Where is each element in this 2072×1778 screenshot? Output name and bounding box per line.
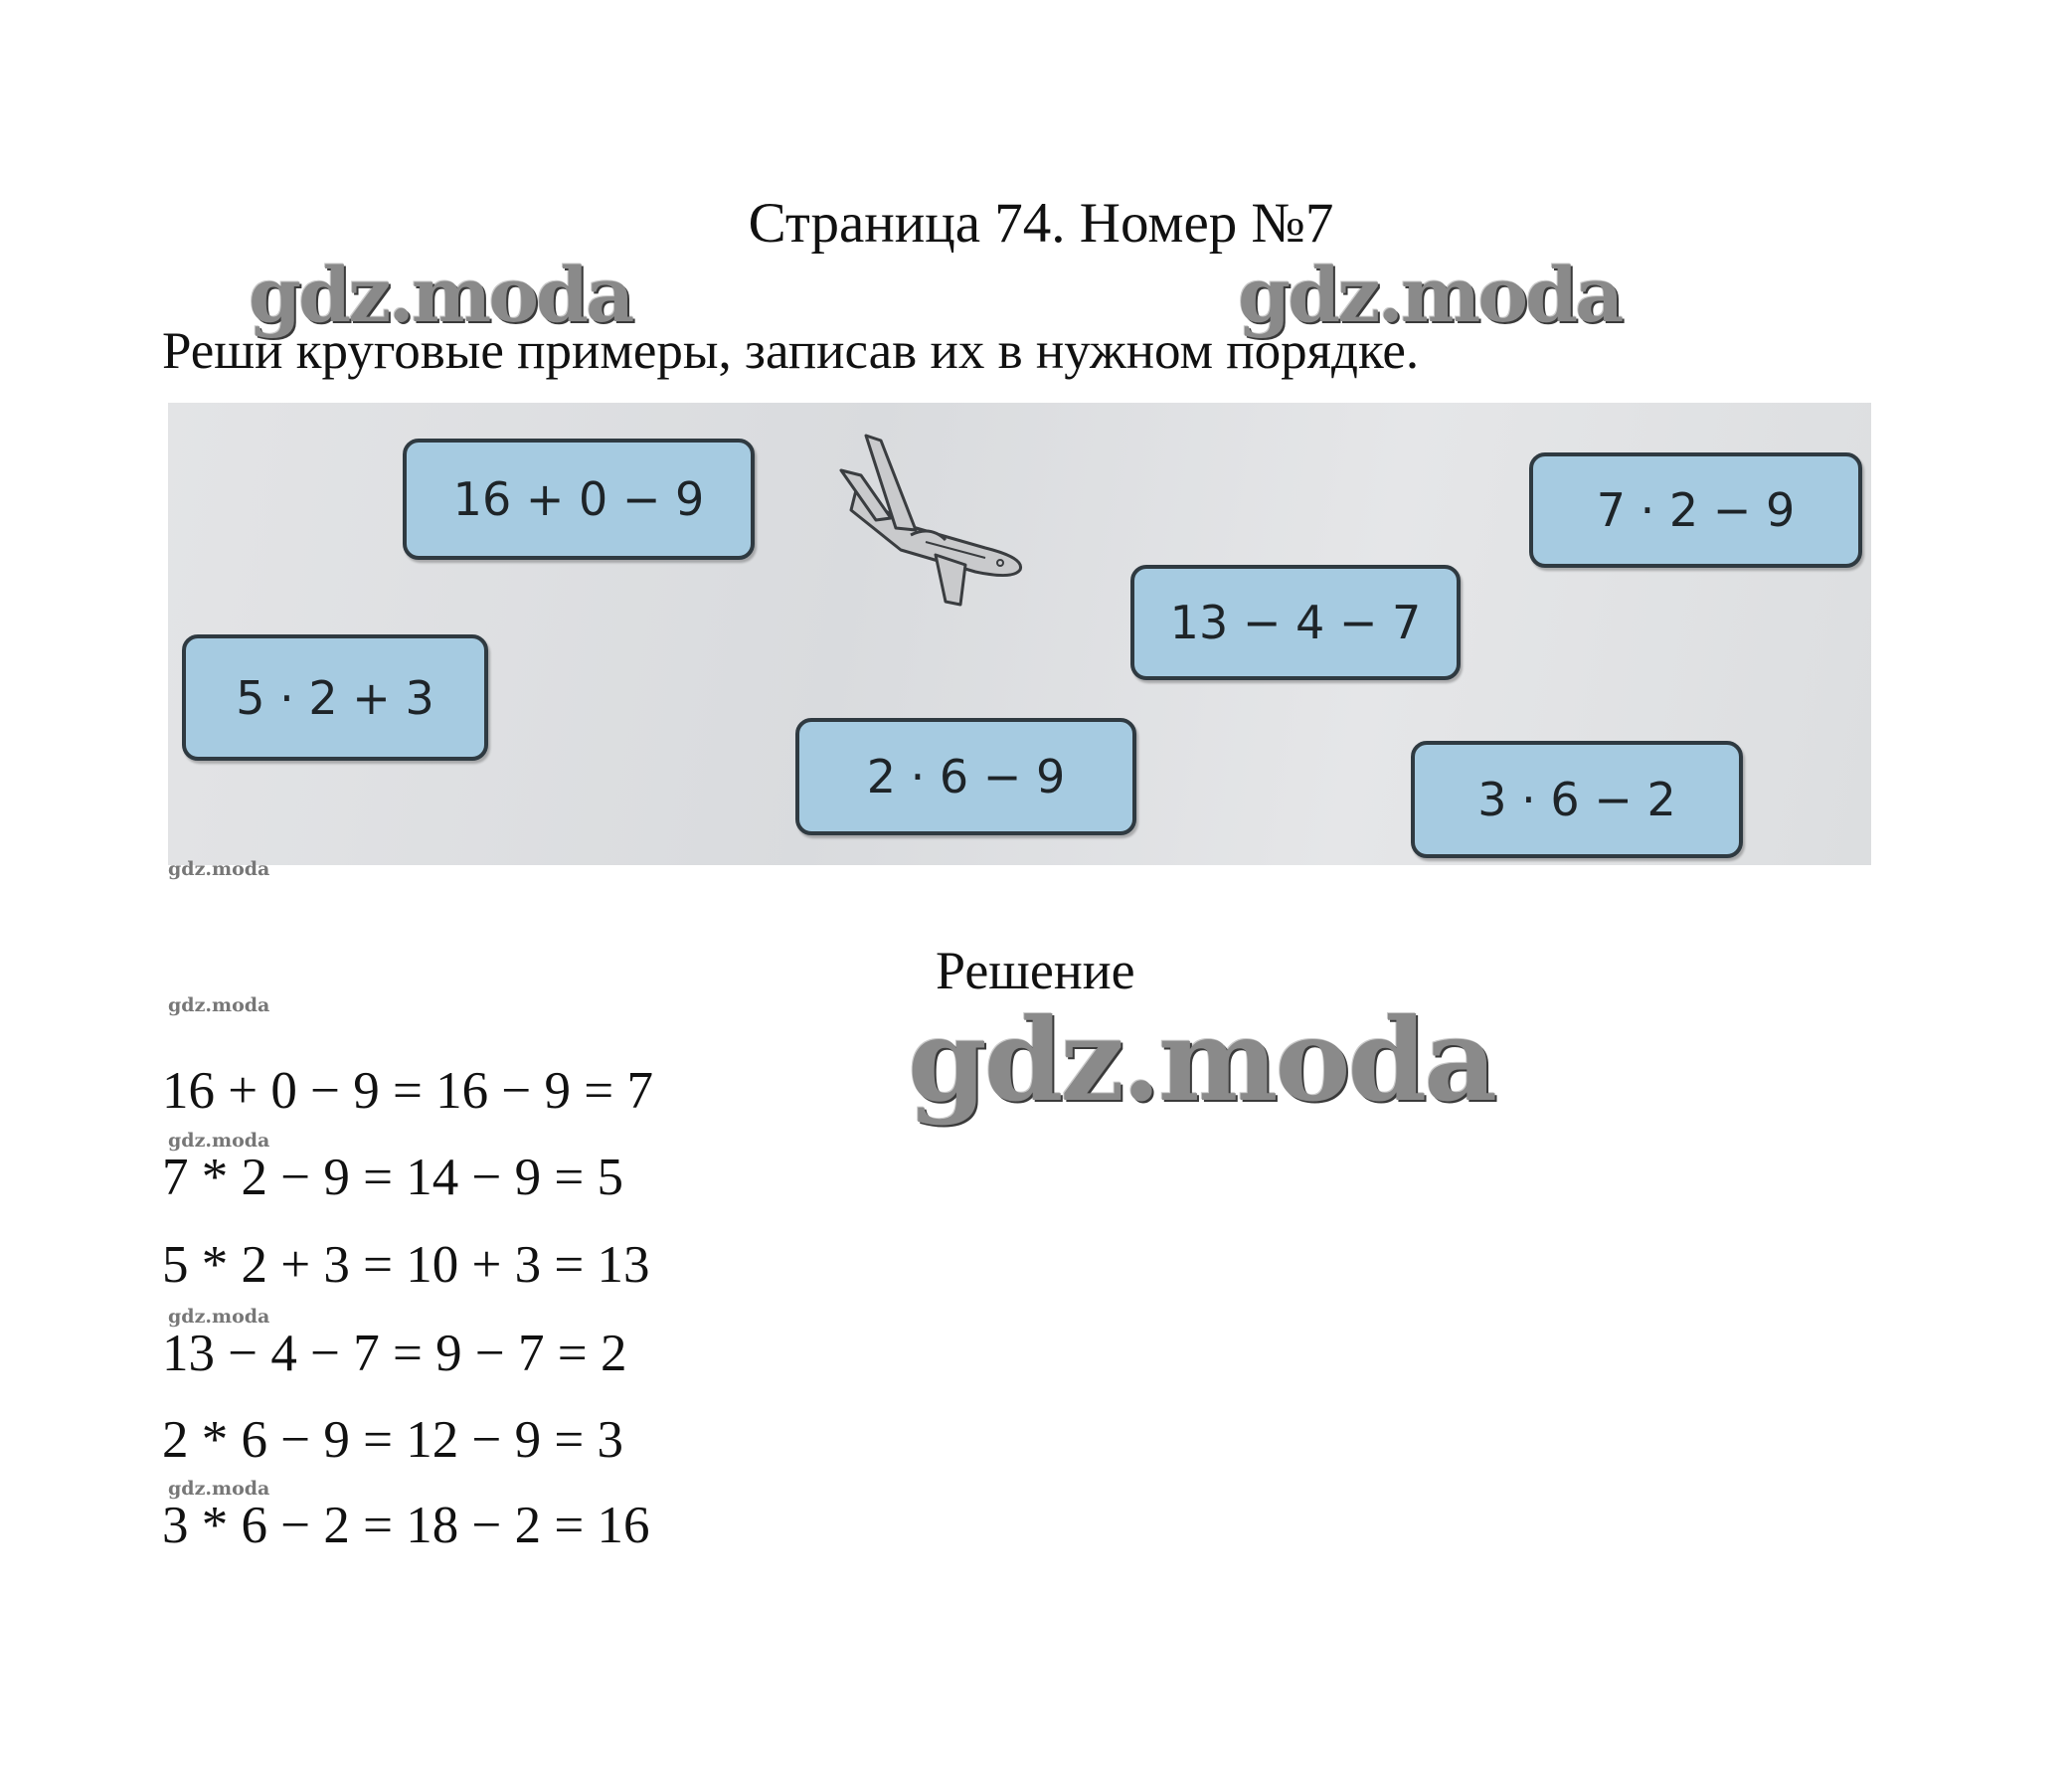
- solution-line: 13 − 4 − 7 = 9 − 7 = 2: [162, 1325, 627, 1382]
- solution-line: 7 * 2 − 9 = 14 − 9 = 5: [162, 1149, 624, 1206]
- exercise-card: 13 − 4 − 7: [1130, 565, 1461, 680]
- task-text: Реши круговые примеры, записав их в нужном порядке.: [162, 322, 1420, 380]
- page-title: Страница 74. Номер №7: [748, 192, 1334, 255]
- watermark: gdz.moda: [168, 994, 270, 1016]
- solution-line: 2 * 6 − 9 = 12 − 9 = 3: [162, 1411, 624, 1469]
- watermark: gdz.moda: [168, 1306, 270, 1328]
- exercise-card: 3 · 6 − 2: [1411, 741, 1743, 858]
- watermark: gdz.moda: [168, 858, 270, 880]
- watermark: gdz.moda: [908, 993, 1495, 1127]
- solution-line: 16 + 0 − 9 = 16 − 9 = 7: [162, 1062, 653, 1120]
- exercise-card: 7 · 2 − 9: [1529, 452, 1862, 568]
- airplane-icon: [836, 431, 1035, 610]
- solution-line: 3 * 6 − 2 = 18 − 2 = 16: [162, 1497, 650, 1554]
- exercise-card: 5 · 2 + 3: [182, 634, 488, 761]
- watermark: gdz.moda: [1238, 251, 1622, 339]
- watermark: gdz.moda: [168, 1478, 270, 1500]
- solution-heading: Решение: [936, 941, 1135, 1000]
- watermark: gdz.moda: [168, 1130, 270, 1152]
- watermark: gdz.moda: [249, 251, 632, 339]
- exercise-card: 16 + 0 − 9: [403, 439, 755, 560]
- exercise-card: 2 · 6 − 9: [795, 718, 1136, 835]
- exercise-image: [168, 403, 1871, 865]
- solution-line: 5 * 2 + 3 = 10 + 3 = 13: [162, 1236, 650, 1294]
